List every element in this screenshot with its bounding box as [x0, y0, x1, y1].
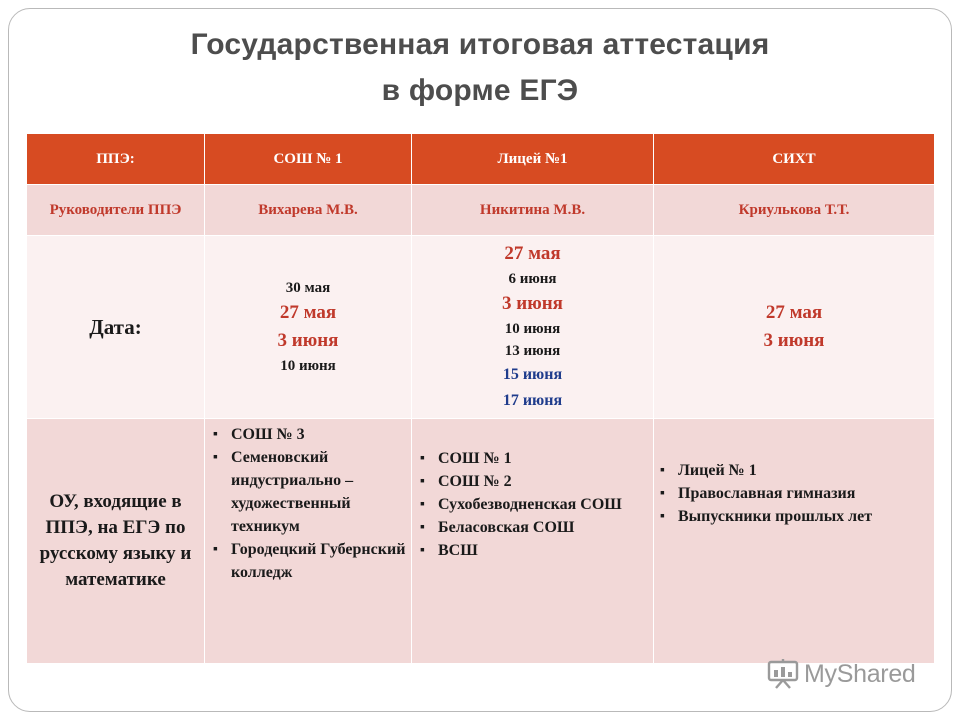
presentation-board-icon	[766, 658, 800, 690]
date-item: 17 июня	[502, 392, 563, 409]
schools-siht	[654, 419, 935, 664]
list-item: ▪ ВСШ	[420, 539, 653, 562]
header-cell-school-1: СОШ № 1	[205, 134, 412, 185]
schools-list	[412, 447, 653, 562]
leader-school-1: Вихарева М.В.	[205, 185, 412, 236]
header-row	[27, 134, 935, 185]
header-cell-siht: СИХТ	[654, 134, 935, 185]
list-item: ▪ СОШ № 3	[213, 423, 411, 446]
leader-siht: Криулькова Т.Т.	[654, 185, 935, 236]
schools-label: ОУ, входящие в ППЭ, на ЕГЭ по русскому языку и математике	[27, 419, 205, 664]
list-item: ▪ Сухобезводненская СОШ	[420, 493, 653, 516]
page-title	[0, 22, 960, 114]
date-item: 30 мая	[285, 280, 331, 296]
dates-label: Дата:	[27, 236, 205, 419]
schools-list	[205, 423, 411, 584]
date-item: 10 июня	[504, 321, 561, 337]
date-item: 27 мая	[279, 302, 337, 323]
myshared-logo	[766, 656, 916, 692]
list-item: ▪ СОШ № 1	[420, 447, 653, 470]
title-line-1: Государственная итоговая аттестация	[190, 28, 770, 61]
logo-text: MyShared	[804, 659, 916, 688]
list-item: ▪ Беласовская СОШ	[420, 516, 653, 539]
leaders-row	[27, 185, 935, 236]
date-item: 3 июня	[277, 330, 339, 351]
date-item: 6 июня	[508, 271, 557, 287]
date-item: 13 июня	[504, 343, 561, 359]
list-item: ▪ СОШ № 2	[420, 470, 653, 493]
schools-row	[27, 419, 935, 664]
dates-school-1	[205, 236, 412, 419]
schools-lyceum-1	[412, 419, 654, 664]
list-item: ▪ Выпускники прошлых лет	[660, 505, 934, 528]
header-cell-ppe: ППЭ:	[27, 134, 205, 185]
title-line-2: в форме ЕГЭ	[381, 74, 579, 107]
date-item: 3 июня	[502, 293, 563, 314]
date-item: 15 июня	[502, 366, 563, 383]
schools-school-1	[205, 419, 412, 664]
list-item: ▪ Православная гимназия	[660, 482, 934, 505]
list-item: ▪ Городецкий Губернский колледж	[213, 538, 411, 584]
list-item: ▪ Лицей № 1	[660, 459, 934, 482]
header-cell-lyceum-1: Лицей №1	[412, 134, 654, 185]
dates-row	[27, 236, 935, 419]
exam-table	[26, 133, 935, 664]
leaders-label: Руководители ППЭ	[27, 185, 205, 236]
date-item: 27 мая	[765, 302, 823, 323]
date-item: 3 июня	[763, 330, 825, 351]
list-item: ▪ Семеновский индустриально – художественный техникум	[213, 446, 411, 538]
leader-lyceum-1: Никитина М.В.	[412, 185, 654, 236]
dates-lyceum-1	[412, 236, 654, 419]
schools-list	[654, 459, 934, 528]
date-item: 10 июня	[280, 358, 336, 374]
date-item: 27 мая	[504, 243, 561, 264]
dates-siht	[654, 236, 935, 419]
